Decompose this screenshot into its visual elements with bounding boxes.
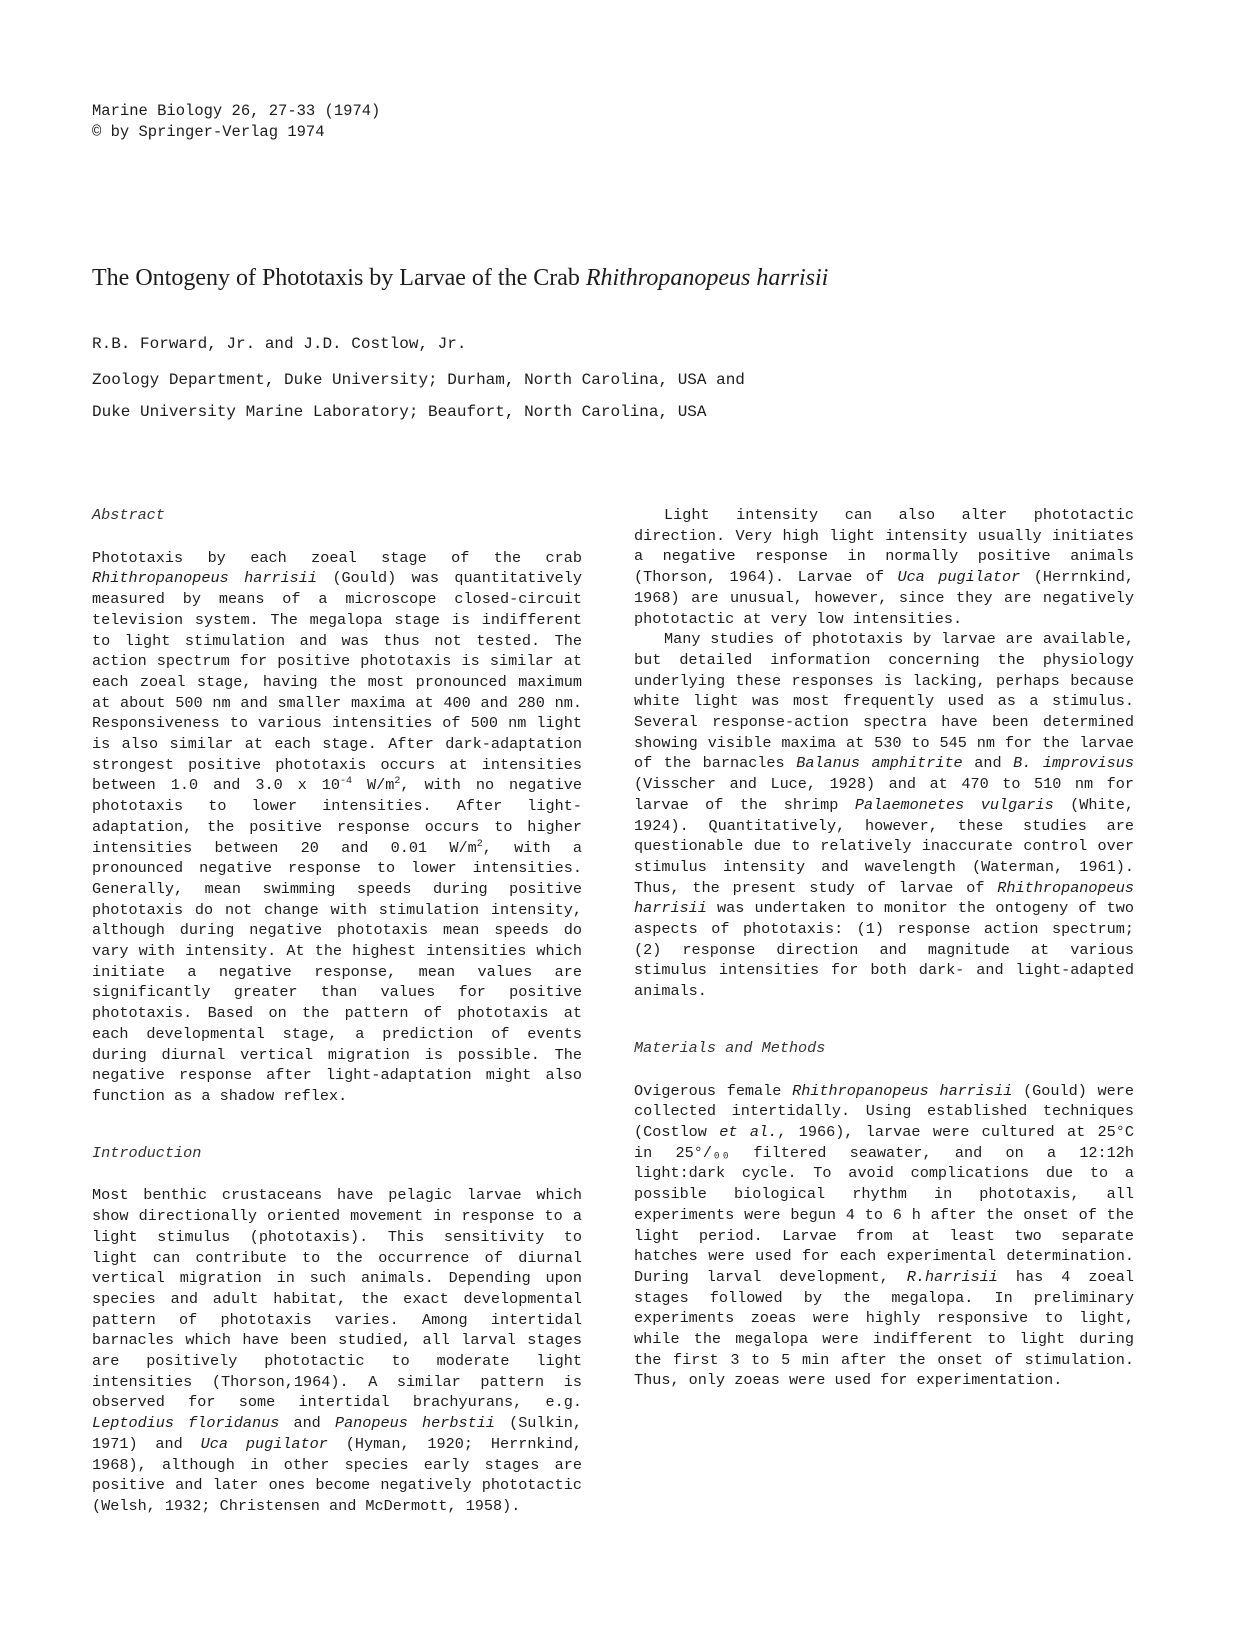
intro-text: (Hyman, 1920; Herrnkind, 1968), although in other species early stages are positive and later ones become negatively phototactic (Welsh, 1932; Christensen and McDermott, 1958). [92, 1434, 582, 1515]
exponent: -4 [340, 776, 353, 788]
methods-text: (Gould) were collected intertidally. Using established techniques (Costlow [634, 1081, 1134, 1141]
intro-text: and [962, 754, 1014, 773]
species-name: Balanus amphitrite [796, 754, 963, 773]
introduction-paragraph-2 [634, 505, 1134, 629]
intro-text: was undertaken to monitor the ontogeny of two aspects of phototaxis: (1) response action spectrum; (2) response direction and magnitude at various stimulus intensities for both dark- and light-adapted animals. [634, 899, 1134, 1001]
introduction-heading: Introduction [92, 1143, 202, 1162]
exponent: 2 [394, 776, 401, 788]
title-text: The Ontogeny of Phototaxis by Larvae of the Crab [92, 265, 586, 291]
article-title [92, 263, 1192, 293]
abstract-text: Phototaxis by each zoeal stage of the crab [92, 548, 582, 567]
species-name: Panopeus herbstii [334, 1414, 495, 1433]
intro-text: (Sulkin, 1971) and [92, 1414, 582, 1453]
introduction-paragraph-3 [634, 629, 1134, 1002]
methods-heading: Materials and Methods [634, 1038, 826, 1057]
et-al: et al. [719, 1122, 778, 1141]
abstract-text: , with no negative phototaxis to lower intensities. After light-adaptation, the positive response occurs to higher intensities between 20 and 0.01 W/m [92, 776, 582, 857]
species-name: Uca pugilator [200, 1434, 328, 1453]
affiliation-1: Zoology Department, Duke University; Durham, North Carolina, USA and [92, 371, 745, 389]
species-name: Palaemonetes vulgaris [854, 795, 1054, 814]
intro-text: (Visscher and Luce, 1928) and at 470 to 510 nm for larvae of the shrimp [634, 775, 1134, 814]
abstract-text: , with a pronounced negative response to lower intensities. Generally, mean swimming speeds during positive phototaxis do not change with stimulation intensity, although during negative phototaxis mean speeds do vary with intensity. At the highest intensities which initiate a negative response, mean values are significantly greater than values for positive phototaxis. Based on the pattern of phototaxis at each developmental stage, a prediction of events during diurnal vertical migration is possible. The negative response after light-adaptation might also function as a shadow reflex. [92, 838, 582, 1105]
intro-text: and [279, 1414, 335, 1433]
species-name: Rhithropanopeus harrisii [634, 878, 1134, 918]
species-name: Uca pugilator [897, 568, 1021, 587]
methods-paragraph [634, 1081, 1134, 1392]
abstract-paragraph [92, 548, 582, 1107]
introduction-paragraph [92, 1185, 582, 1516]
journal-citation [92, 101, 380, 143]
intro-text: Many studies of phototaxis by larvae are available, but detailed information concerning the physiology underlying these responses is lacking, perhaps because white light was most frequently used as a stimulus. Several response-action spectra have been determined showing visible maxima at 530 to 545 nm for the larvae of the barnacles [634, 630, 1134, 773]
exponent: 2 [476, 838, 483, 850]
authors: R.B. Forward, Jr. and J.D. Costlow, Jr. [92, 335, 467, 353]
methods-text: has 4 zoeal stages followed by the megalopa. In preliminary experiments zoeas were highly responsive to light, while the megalopa were indifferent to light during the first 3 to 5 min after the onset of stimulation. Thus, only zoeas were used for experimentation. [634, 1267, 1134, 1390]
species-name: Rhithropanopeus harrisii [792, 1081, 1013, 1100]
abstract-text: (Gould) was quantitatively measured by means of a microscope closed-circuit television system. The megalopa stage is indifferent to light stimulation and was thus not tested. The action spectrum for positive phototaxis is similar at each zoeal stage, having the most pronounced maximum at about 500 nm and smaller maxima at 400 and 280 nm. Responsiveness to various intensities of 500 nm light is also similar at each stage. After dark-adaptation strongest positive phototaxis occurs at intensities between 1.0 and 3.0 x 10 [92, 569, 582, 795]
methods-text: Ovigerous female [634, 1081, 793, 1100]
species-name: Leptodius floridanus [92, 1414, 280, 1433]
copyright-line: © by Springer-Verlag 1974 [92, 123, 325, 141]
species-name: B. improvisus [1013, 754, 1134, 773]
species-name: Rhithropanopeus harrisii [92, 569, 318, 588]
right-column [634, 505, 1134, 1391]
abstract-heading: Abstract [92, 506, 165, 524]
intro-text: (Herrnkind, 1968) are unusual, however, since they are negatively phototactic at very low intensities. [634, 568, 1134, 628]
affiliation-2: Duke University Marine Laboratory; Beaufort, North Carolina, USA [92, 403, 707, 421]
intro-text: Light intensity can also alter phototactic direction. Very high light intensity usually initiates a negative response in normally positive animals (Thorson, 1964). Larvae of [634, 506, 1134, 587]
methods-text: , 1966), larvae were cultured at 25°C in 25°/₀₀ filtered seawater, and on a 12:12h light:dark cycle. To avoid complications due to a possible biological rhythm in phototaxis, all experiments were begun 4 to 6 h after the onset of the light period. Larvae from at least two separate hatches were used for each experimental determination. During larval development, [634, 1122, 1135, 1286]
species-name: R.harrisii [906, 1267, 998, 1286]
intro-text: (White, 1924). Quantitatively, however, these studies are questionable due to relatively inaccurate control over stimulus intensity and wavelength (Waterman, 1961). Thus, the present study of larvae of [634, 795, 1134, 897]
left-column [92, 505, 582, 1517]
abstract-text: W/m [352, 776, 395, 795]
intro-text: Most benthic crustaceans have pelagic larvae which show directionally oriented movement in response to a light stimulus (phototaxis). This sensitivity to light can contribute to the occurrence of diurnal vertical migration in such animals. Depending upon species and adult habitat, the exact developmental pattern of phototaxis varies. Among intertidal barnacles which have been studied, all larval stages are positively phototactic to moderate light intensities (Thorson,1964). A similar pattern is observed for some intertidal brachyurans, e.g. [92, 1186, 582, 1412]
title-species: Rhithropanopeus harrisii [585, 265, 829, 291]
journal-line: Marine Biology 26, 27-33 (1974) [92, 102, 381, 120]
